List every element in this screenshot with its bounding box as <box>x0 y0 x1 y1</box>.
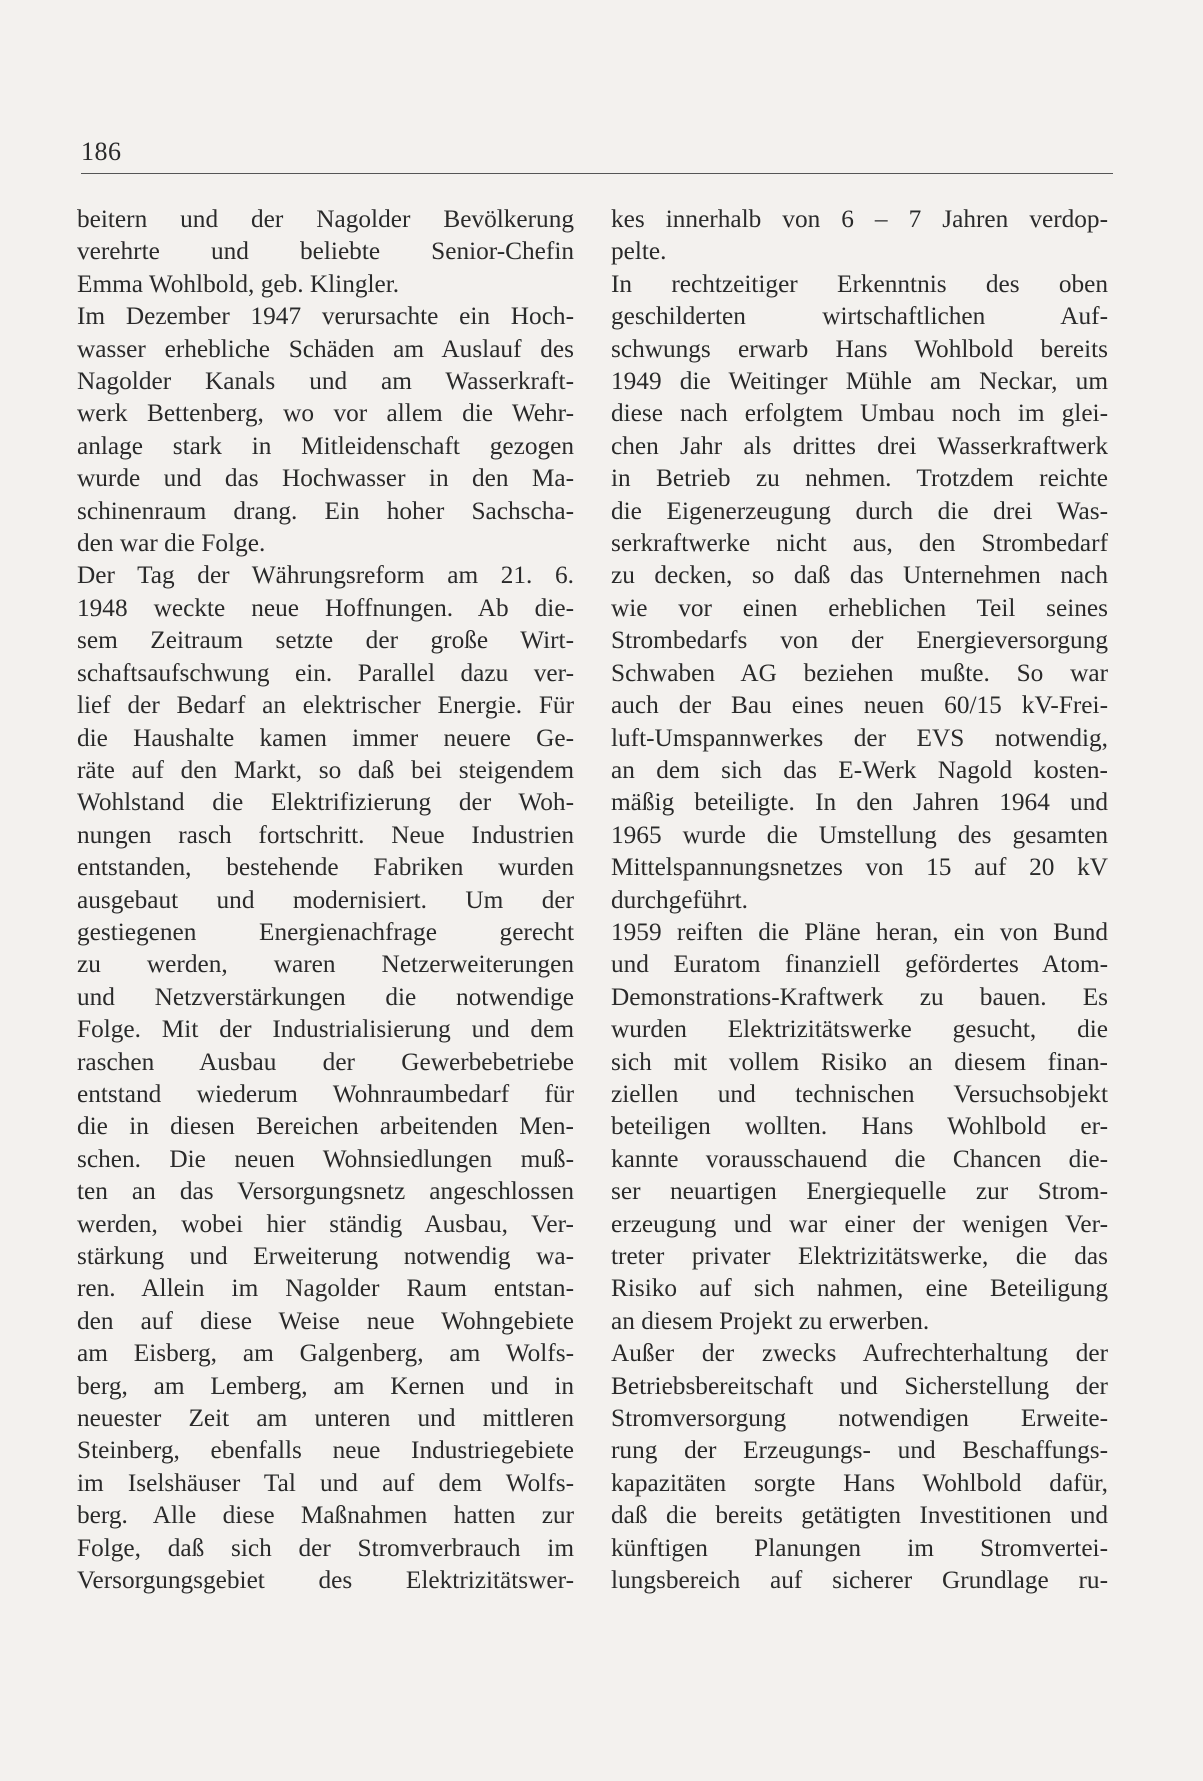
text-line: die in diesen Bereichen arbeitenden Men- <box>77 1112 574 1141</box>
text-line: berg. Alle diese Maßnahmen hatten zur <box>77 1501 574 1530</box>
text-line: den war die Folge. <box>77 529 266 558</box>
text-line: pelte. <box>611 237 667 266</box>
text-line: kapazitäten sorgte Hans Wohlbold dafür, <box>611 1468 1108 1497</box>
text-line: schwungs erwarb Hans Wohlbold bereits <box>611 334 1108 363</box>
text-line: Außer der zwecks Aufrechterhaltung der <box>611 1339 1108 1368</box>
text-line: mäßig beteiligte. In den Jahren 1964 und <box>611 788 1108 817</box>
text-line: und Netzverstärkungen die notwendige <box>77 982 574 1011</box>
text-line: 1948 weckte neue Hoffnungen. Ab die- <box>77 593 574 622</box>
text-line: beitern und der Nagolder Bevölkerung <box>77 205 574 233</box>
text-line: wurde und das Hochwasser in den Ma- <box>77 464 574 493</box>
text-line: werden, wobei hier ständig Ausbau, Ver- <box>77 1209 574 1238</box>
text-line: Schwaben AG beziehen mußte. So war <box>611 658 1108 687</box>
left-column <box>77 203 574 1596</box>
page-number: 186 <box>81 137 122 166</box>
text-line: Im Dezember 1947 verursachte ein Hoch- <box>77 302 574 331</box>
text-line: In rechtzeitiger Erkenntnis des oben <box>611 269 1108 298</box>
text-line: ausgebaut und modernisiert. Um der <box>77 885 574 914</box>
text-line: schaftsaufschwung ein. Parallel dazu ver- <box>77 658 574 687</box>
text-line: lungsbereich auf sicherer Grundlage ru- <box>611 1566 1108 1595</box>
text-line: und Euratom finanziell gefördertes Atom- <box>611 950 1108 979</box>
text-line: zu werden, waren Netzerweiterungen <box>77 950 574 979</box>
text-line: anlage stark in Mitleidenschaft gezogen <box>77 431 574 460</box>
text-line: ten an das Versorgungsnetz angeschlossen <box>77 1177 574 1206</box>
text-line: den auf diese Weise neue Wohngebiete <box>77 1306 574 1335</box>
text-line: serkraftwerke nicht aus, den Strombedarf <box>611 529 1108 558</box>
text-line: wasser erhebliche Schäden am Auslauf des <box>77 334 574 363</box>
text-line: 1965 wurde die Umstellung des gesamten <box>611 820 1108 849</box>
text-line: in Betrieb zu nehmen. Trotzdem reichte <box>611 464 1108 493</box>
text-line: Versorgungsgebiet des Elektrizitätswer- <box>77 1566 574 1595</box>
text-line: sem Zeitraum setzte der große Wirt- <box>77 626 574 655</box>
text-line: stärkung und Erweiterung notwendig wa- <box>77 1242 574 1270</box>
text-line: Demonstrations-Kraftwerk zu bauen. Es <box>611 982 1108 1011</box>
text-line: ren. Allein im Nagolder Raum entstan- <box>77 1274 574 1303</box>
text-line: ser neuartigen Energiequelle zur Strom- <box>611 1177 1108 1206</box>
text-line: räte auf den Markt, so daß bei steigendem <box>77 755 574 784</box>
text-line: Betriebsbereitschaft und Sicherstellung der <box>611 1371 1108 1400</box>
text-line: die Eigenerzeugung durch die drei Was- <box>611 496 1108 525</box>
text-line: erzeugung und war einer der wenigen Ver- <box>611 1209 1108 1238</box>
text-line: Strombedarfs von der Energieversorgung <box>611 626 1108 655</box>
text-line: verehrte und beliebte Senior-Chefin <box>77 237 574 266</box>
text-line: geschilderten wirtschaftlichen Auf- <box>611 302 1108 331</box>
text-line: werk Bettenberg, wo vor allem die Wehr- <box>77 399 574 428</box>
text-line: kannte vorausschauend die Chancen die- <box>611 1144 1108 1173</box>
text-line: entstanden, bestehende Fabriken wurden <box>77 853 574 882</box>
text-line: luft-Umspannwerkes der EVS notwendig, <box>611 723 1108 752</box>
text-line: lief der Bedarf an elektrischer Energie. Für <box>77 691 574 720</box>
text-line: Stromversorgung notwendigen Erweite- <box>611 1404 1108 1433</box>
text-line: chen Jahr als drittes drei Wasserkraftwerk <box>611 431 1108 460</box>
text-line: neuester Zeit am unteren und mittleren <box>77 1404 574 1433</box>
text-line: schinenraum drang. Ein hoher Sachscha- <box>77 496 574 525</box>
text-line: durchgeführt. <box>611 885 748 914</box>
text-line: Risiko auf sich nahmen, eine Beteiligung <box>611 1274 1108 1303</box>
text-line: die Haushalte kamen immer neuere Ge- <box>77 723 574 752</box>
text-line: auch der Bau eines neuen 60/15 kV-Frei- <box>611 691 1108 720</box>
header-rule <box>81 173 1113 174</box>
text-line: zu decken, so daß das Unternehmen nach <box>611 561 1108 590</box>
text-line: berg, am Lemberg, am Kernen und in <box>77 1371 574 1400</box>
text-line: künftigen Planungen im Stromvertei- <box>611 1533 1108 1562</box>
right-column <box>611 203 1108 1596</box>
text-line: Steinberg, ebenfalls neue Industriegebiete <box>77 1436 574 1465</box>
text-line: beteiligen wollten. Hans Wohlbold er- <box>611 1112 1108 1141</box>
text-line: 1949 die Weitinger Mühle am Neckar, um <box>611 367 1108 396</box>
text-line: treter privater Elektrizitätswerke, die das <box>611 1242 1108 1270</box>
text-line: ziellen und technischen Versuchsobjekt <box>611 1079 1108 1108</box>
text-line: Wohlstand die Elektrifizierung der Woh- <box>77 788 574 817</box>
text-line: kes innerhalb von 6 – 7 Jahren verdop- <box>611 205 1108 233</box>
text-line: Folge, daß sich der Stromverbrauch im <box>77 1533 574 1562</box>
text-line: daß die bereits getätigten Investitionen und <box>611 1501 1108 1530</box>
text-line: Mittelspannungsnetzes von 15 auf 20 kV <box>611 853 1108 882</box>
text-line: 1959 reiften die Pläne heran, ein von Bund <box>611 917 1108 946</box>
text-line: Folge. Mit der Industrialisierung und dem <box>77 1015 574 1044</box>
text-line: Emma Wohlbold, geb. Klingler. <box>77 269 400 298</box>
text-line: wurden Elektrizitätswerke gesucht, die <box>611 1015 1108 1044</box>
text-line: raschen Ausbau der Gewerbebetriebe <box>77 1047 574 1076</box>
text-line: Der Tag der Währungsreform am 21. 6. <box>77 561 574 590</box>
text-line: entstand wiederum Wohnraumbedarf für <box>77 1079 574 1108</box>
text-line: schen. Die neuen Wohnsiedlungen muß- <box>77 1144 574 1173</box>
text-line: nungen rasch fortschritt. Neue Industrien <box>77 820 574 849</box>
text-line: gestiegenen Energienachfrage gerecht <box>77 917 574 946</box>
text-line: rung der Erzeugungs- und Beschaffungs- <box>611 1436 1108 1465</box>
text-line: am Eisberg, am Galgenberg, am Wolfs- <box>77 1339 574 1368</box>
text-line: wie vor einen erheblichen Teil seines <box>611 593 1108 622</box>
text-line: Nagolder Kanals und am Wasserkraft- <box>77 367 574 396</box>
text-line: im Iselshäuser Tal und auf dem Wolfs- <box>77 1468 574 1497</box>
text-line: diese nach erfolgtem Umbau noch im glei- <box>611 399 1108 428</box>
text-line: an dem sich das E-Werk Nagold kosten- <box>611 755 1108 784</box>
text-line: an diesem Projekt zu erwerben. <box>611 1306 930 1335</box>
text-line: sich mit vollem Risiko an diesem finan- <box>611 1047 1108 1076</box>
